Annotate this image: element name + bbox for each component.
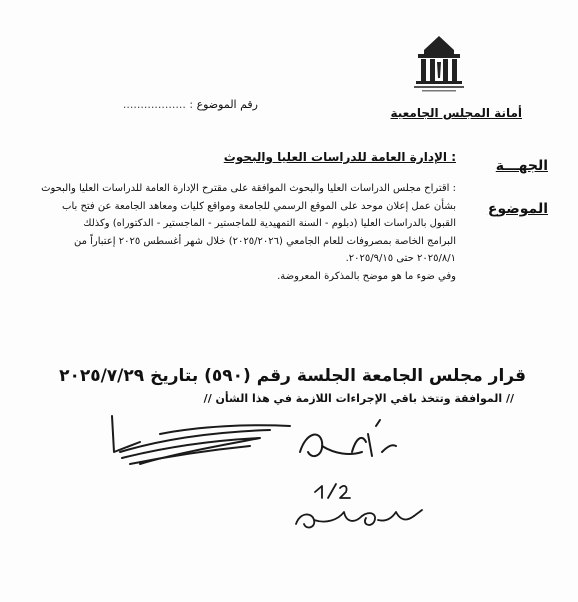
- paragraph-line: : اقتراح مجلس الدراسات العليا والبحوث الموافقة على مقترح الإدارة العامة للدراسات العليا والبحوث: [41, 183, 456, 194]
- zagazig-university-logo-icon: [404, 34, 474, 94]
- subject-label: الموضوع: [487, 201, 548, 217]
- paragraph-line: القبول بالدراسات العليا (دبلوم - السنة التمهيدية للماجستير - الماجستير - الدكتوراه) وكذلك: [83, 218, 456, 229]
- signature-left: [112, 416, 290, 464]
- handwritten-date-name: [296, 484, 422, 527]
- destination-label: الجهـــة: [495, 158, 548, 174]
- paragraph-line: البرامج الخاصة بمصروفات للعام الجامعي (٢٠٢٥/٢٠٢٦) خلال شهر أغسطس ٢٠٢٥ إعتباراً من: [73, 235, 456, 247]
- approval-text: // الموافقة وتتخذ باقي الإجراءات اللازمة في هذا الشأن //: [203, 392, 514, 405]
- signature-middle: [300, 420, 396, 456]
- subject-number-label: رقم الموضوع: [196, 98, 258, 111]
- decision-title: قرار مجلس الجامعة الجلسة رقم (٥٩٠) بتاريخ ٢٠٢٥/٧/٢٩: [59, 366, 526, 386]
- subject-number-blank: : ..................: [122, 98, 194, 111]
- secretariat-title: أمانة المجلس الجامعية: [390, 106, 522, 120]
- paragraph-line: بشأن عمل إعلان موحد على الموقع الرسمي للجامعة ومواقع كليات ومعاهد الجامعة عن فتح باب: [62, 200, 456, 212]
- paragraph-line: ٢٠٢٥/٨/١ حتى ٢٠٢٥/٩/١٥.: [345, 253, 456, 264]
- subject-number: [108, 98, 258, 111]
- destination-value: : الإدارة العامة للدراسات العليا والبحوث: [223, 150, 456, 164]
- handwritten-signatures: [100, 412, 460, 592]
- subject-paragraph: [22, 180, 456, 285]
- paragraph-line: وفي ضوء ما هو موضح بالمذكرة المعروضة.: [277, 270, 456, 282]
